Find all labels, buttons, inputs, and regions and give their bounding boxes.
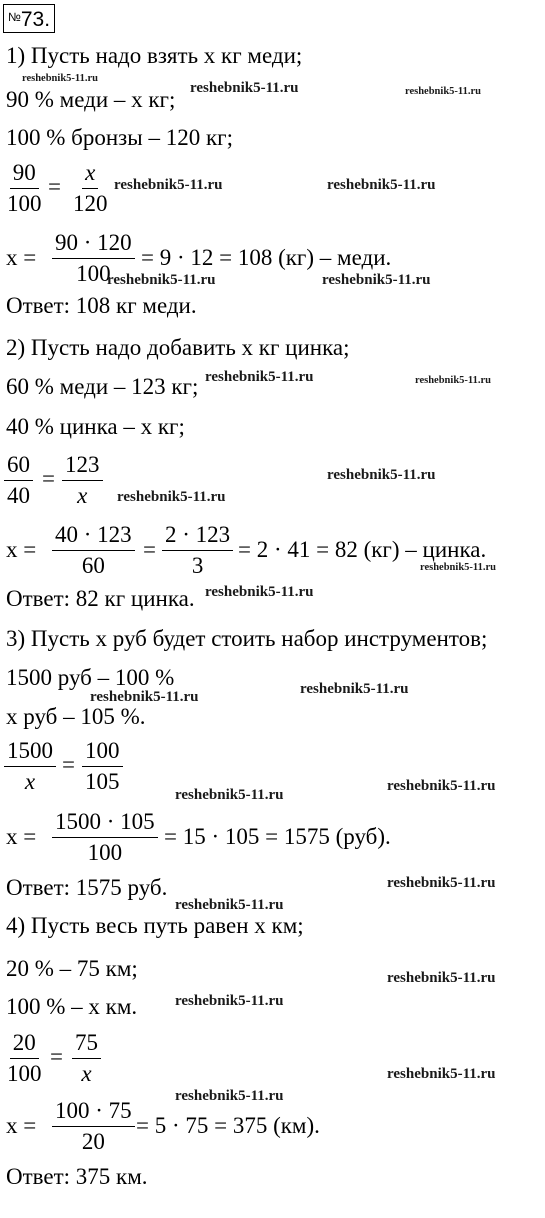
part4-line1: 4) Пусть весь путь равен x км; (6, 913, 304, 938)
part2-solution-fraction-2: $\frac{2 \cdot 123}{3}$ (162, 522, 233, 579)
part1-proportion-eq: = (48, 174, 61, 199)
part1-proportion-left: $\frac{90}{100}$ (7, 160, 42, 216)
part4-solution-x: x = (6, 1113, 37, 1138)
watermark: reshebnik5-11.ru (175, 993, 284, 1009)
watermark: reshebnik5-11.ru (387, 970, 496, 986)
watermark: reshebnik5-11.ru (405, 86, 481, 97)
part2-proportion-right: $\frac{123}{x}$ (62, 452, 103, 509)
watermark: reshebnik5-11.ru (387, 778, 496, 794)
watermark: reshebnik5-11.ru (387, 1066, 496, 1082)
part3-proportion-left: $\frac{1500}{x}$ (4, 738, 56, 795)
part3-solution-rest: = 15 · 105 = 1575 (руб). (164, 824, 391, 849)
watermark: reshebnik5-11.ru (387, 875, 496, 891)
watermark: reshebnik5-11.ru (22, 73, 98, 84)
watermark: reshebnik5-11.ru (205, 369, 314, 385)
part2-solution-fraction-1: $\frac{40 \cdot 123}{60}$ (52, 522, 135, 579)
watermark: reshebnik5-11.ru (420, 562, 496, 573)
part1-proportion-right: $\frac{x}{120}$ (73, 160, 108, 216)
problem-number: №73. (3, 4, 55, 33)
watermark: reshebnik5-11.ru (175, 897, 284, 913)
part2-proportion-left: $\frac{60}{40}$ (4, 452, 33, 509)
watermark: reshebnik5-11.ru (322, 272, 431, 288)
watermark: reshebnik5-11.ru (90, 689, 199, 705)
watermark: reshebnik5-11.ru (107, 272, 216, 288)
part4-line3: 100 % – x км. (6, 994, 138, 1019)
part4-solution-rest: = 5 · 75 = 375 (км). (136, 1113, 320, 1138)
part3-proportion-eq: = (62, 752, 75, 777)
part4-proportion-left: $\frac{20}{100}$ (7, 1030, 42, 1086)
part2-answer: Ответ: 82 кг цинка. (6, 586, 195, 611)
part1-solution-rest: = 9 · 12 = 108 (кг) – меди. (141, 245, 392, 270)
watermark: reshebnik5-11.ru (415, 375, 491, 386)
part1-line2: 90 % меди – x кг; (6, 87, 176, 112)
part2-solution-eq: = (143, 537, 156, 562)
part3-line2: 1500 руб – 100 % (6, 665, 175, 690)
part2-proportion-eq: = (42, 466, 55, 491)
part2-line3: 40 % цинка – x кг; (6, 414, 185, 439)
watermark: reshebnik5-11.ru (114, 177, 223, 193)
part1-answer: Ответ: 108 кг меди. (6, 293, 197, 318)
part4-line2: 20 % – 75 км; (6, 956, 138, 981)
part4-solution-fraction: $\frac{100 \cdot 75}{20}$ (52, 1098, 135, 1155)
part3-line1: 3) Пусть x руб будет стоить набор инструментов; (6, 626, 488, 651)
watermark: reshebnik5-11.ru (190, 80, 299, 96)
part1-solution-x: x = (6, 245, 37, 270)
part3-solution-x: x = (6, 824, 37, 849)
part2-line1: 2) Пусть надо добавить x кг цинка; (6, 335, 350, 360)
part4-proportion-right: $\frac{75}{x}$ (72, 1030, 101, 1087)
part4-proportion-eq: = (50, 1044, 63, 1069)
part3-proportion-right: $\frac{100}{105}$ (82, 738, 123, 795)
part4-answer: Ответ: 375 км. (6, 1164, 148, 1189)
watermark: reshebnik5-11.ru (205, 584, 314, 600)
watermark: reshebnik5-11.ru (175, 787, 284, 803)
watermark: reshebnik5-11.ru (175, 1088, 284, 1104)
part1-line3: 100 % бронзы – 120 кг; (6, 125, 233, 150)
part3-solution-fraction: $\frac{1500 \cdot 105}{100}$ (52, 809, 158, 866)
part1-line1: 1) Пусть надо взять x кг меди; (6, 43, 303, 68)
part3-line3: x руб – 105 %. (6, 704, 146, 729)
watermark: reshebnik5-11.ru (327, 177, 436, 193)
part3-answer: Ответ: 1575 руб. (6, 875, 168, 900)
watermark: reshebnik5-11.ru (327, 467, 436, 483)
part2-line2: 60 % меди – 123 кг; (6, 374, 199, 399)
watermark: reshebnik5-11.ru (117, 489, 226, 505)
watermark: reshebnik5-11.ru (300, 681, 409, 697)
part2-solution-rest: = 2 · 41 = 82 (кг) – цинка. (238, 537, 487, 562)
part1-solution-fraction: $\frac{90 \cdot 120}{100}$ (52, 230, 135, 287)
part2-solution-x: x = (6, 537, 37, 562)
